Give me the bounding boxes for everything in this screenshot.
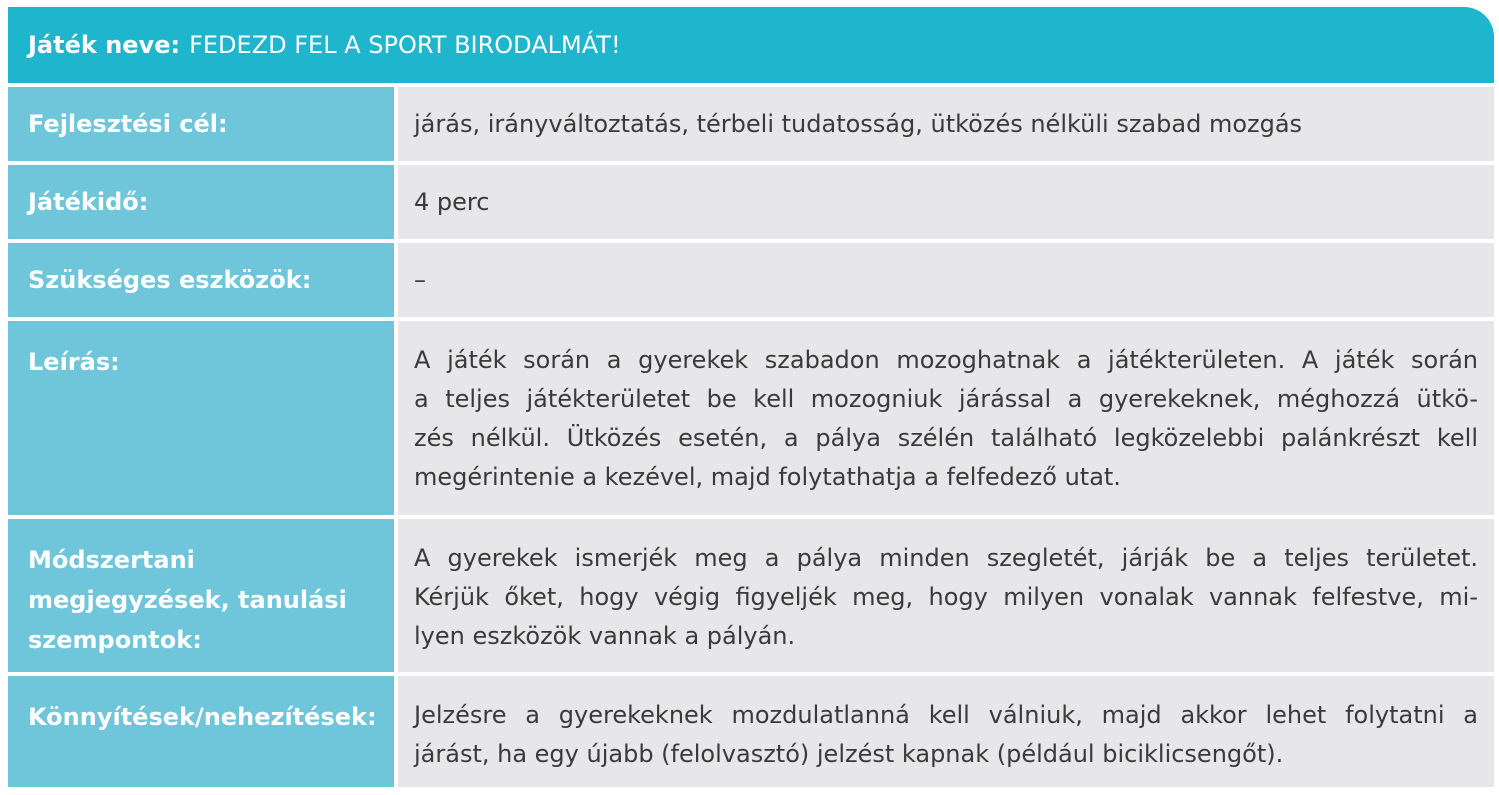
row-required-equipment [8, 243, 1494, 317]
game-name-label: Játék neve: [28, 31, 181, 59]
required-equipment-label [8, 243, 394, 317]
label-line: Játékidő: [28, 188, 149, 216]
methodology-notes-label [8, 519, 394, 672]
label-line: szempontok: [28, 626, 202, 654]
value-line: megérintenie a kezével, majd folytathatja a felfedező utat. [414, 463, 1121, 491]
label-line: Fejlesztési cél: [28, 110, 228, 138]
row-methodology-notes [8, 519, 1494, 672]
description-value [398, 321, 1494, 515]
game-name-title: FEDEZD FEL A SPORT BIRODALMÁT! [189, 31, 621, 59]
value-line: – [414, 265, 426, 294]
value-line: járás, irányváltoztatás, térbeli tudatosság, ütközés nélküli szabad mozgás [414, 109, 1303, 138]
value-line: 4 perc [414, 187, 490, 216]
row-description [8, 321, 1494, 515]
development-goal-label [8, 87, 394, 161]
value-line: zés nélkül. Ütközés esetén, a pálya szélén található legközelebbi palánkrészt kell [414, 424, 1478, 452]
value-line: járást, ha egy újabb (felolvasztó) jelzést kapnak (például biciklicsengőt). [414, 740, 1284, 768]
label-line: Szükséges eszközök: [28, 266, 312, 294]
label-line: Módszertani [28, 546, 195, 574]
development-goal-value [398, 87, 1494, 161]
row-variations [8, 676, 1494, 787]
value-line: A játék során a gyerekek szabadon mozoghatnak a játékterületen. A játék során [414, 346, 1478, 374]
play-time-value [398, 165, 1494, 239]
game-card [8, 7, 1494, 787]
methodology-notes-value [398, 519, 1494, 672]
value-line: Kérjük őket, hogy végig figyeljék meg, hogy milyen vonalak vannak felfestve, mi- [414, 583, 1478, 611]
game-name-header [8, 7, 1494, 83]
row-development-goal [8, 87, 1494, 161]
label-line: Könnyítések/nehezítések: [28, 703, 377, 731]
value-line: A gyerekek ismerjék meg a pálya minden szegletét, járják be a teljes területet. [414, 544, 1478, 572]
description-label [8, 321, 394, 515]
row-play-time [8, 165, 1494, 239]
required-equipment-value [398, 243, 1494, 317]
value-line: a teljes játékterületet be kell mozogniuk járással a gyerekeknek, méghozzá ütkö- [414, 385, 1478, 413]
label-line: megjegyzések, tanulási [28, 586, 347, 614]
play-time-label [8, 165, 394, 239]
label-line: Leírás: [28, 348, 120, 376]
variations-value [398, 676, 1494, 787]
variations-label [8, 676, 394, 787]
value-line: lyen eszközök vannak a pályán. [414, 622, 796, 650]
value-line: Jelzésre a gyerekeknek mozdulatlanná kell válniuk, majd akkor lehet folytatni a [414, 701, 1478, 729]
